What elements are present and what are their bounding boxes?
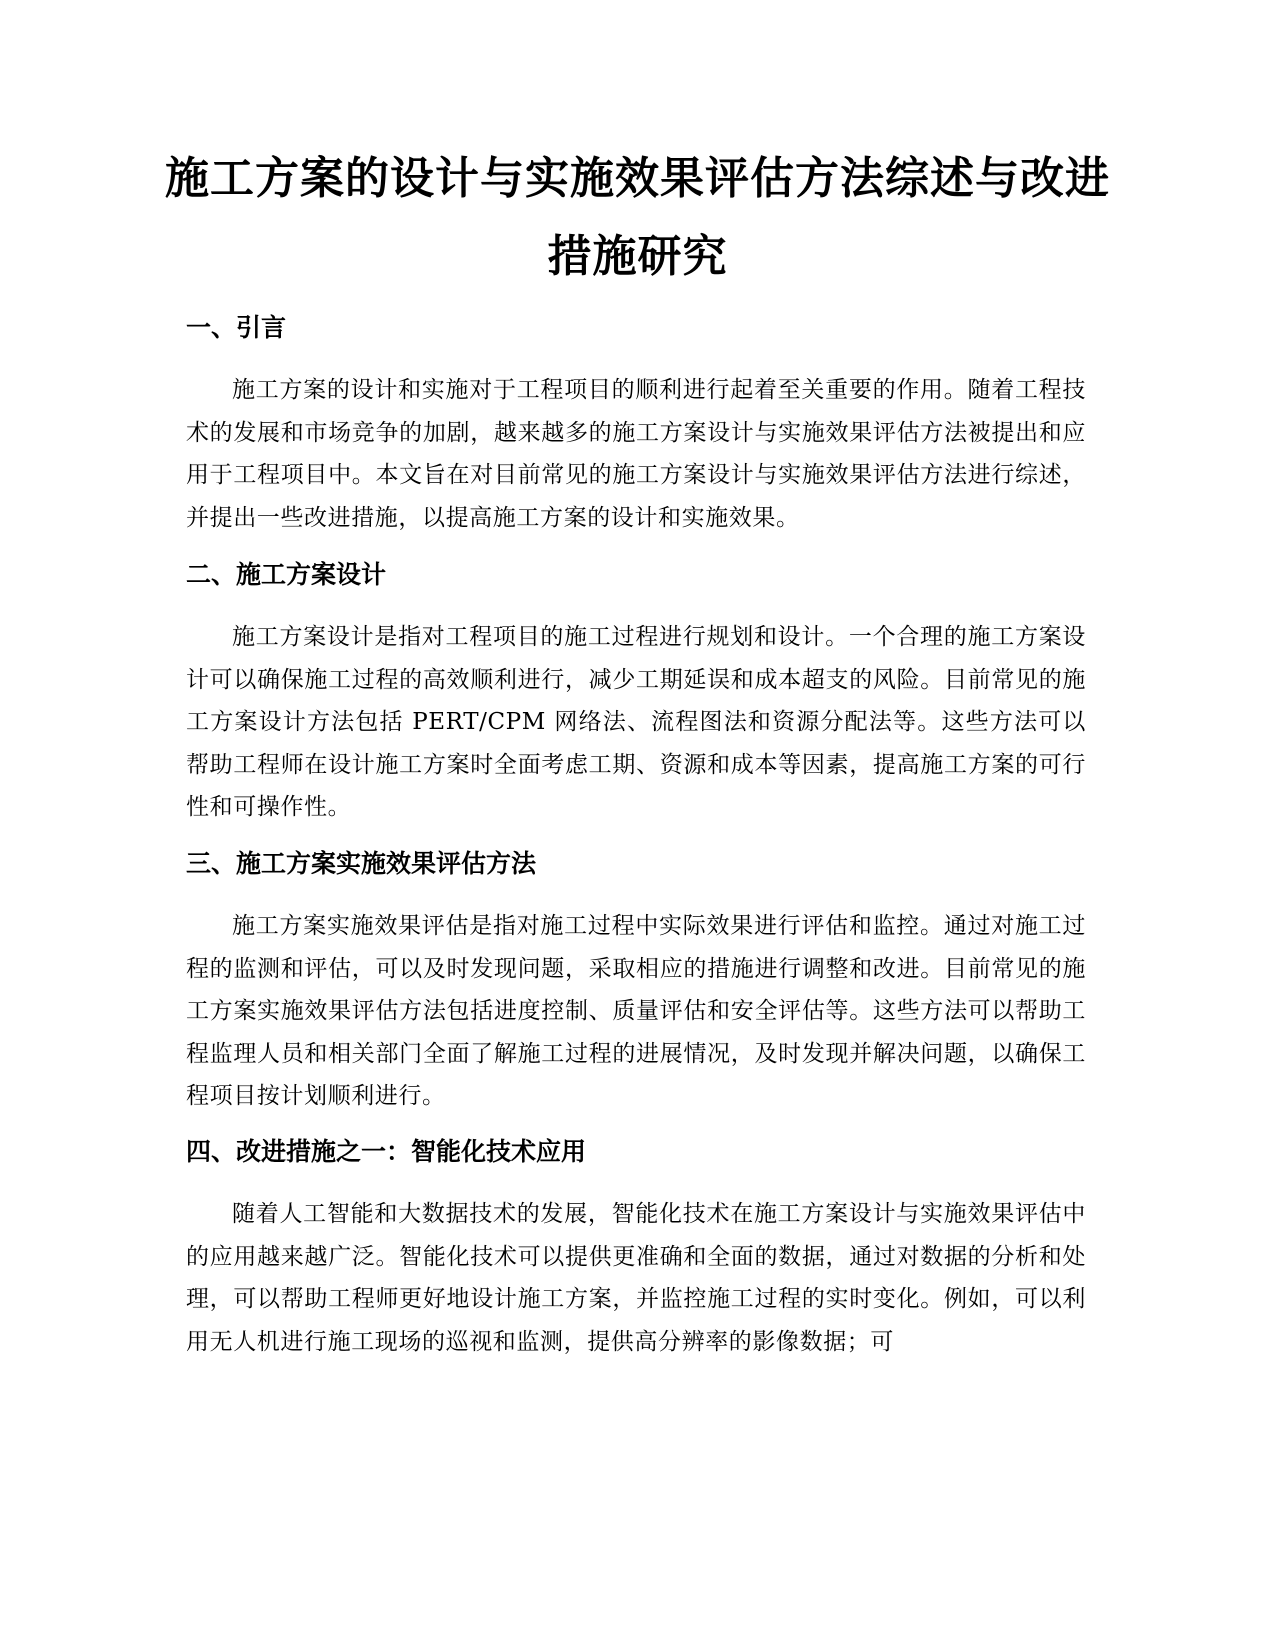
- section-paragraph-introduction: 施工方案的设计和实施对于工程项目的顺利进行起着至关重要的作用。随着工程技术的发展和市场竞争的加剧，越来越多的施工方案设计与实施效果评估方法被提出和应用于工程项目中。本文旨在对目前常见的施工方案设计与实施效果评估方法进行综述，并提出一些改进措施，以提高施工方案的设计和实施效果。: [186, 377, 1086, 531]
- section-paragraph-plan-design: 施工方案设计是指对工程项目的施工过程进行规划和设计。一个合理的施工方案设计可以确保施工过程的高效顺利进行，减少工期延误和成本超支的风险。目前常见的施工方案设计方法包括 PERT/CPM 网络法、流程图法和资源分配法等。这些方法可以帮助工程师在设计施工方案时全面考虑工期、资源和成本等因素，提高施工方案的可行性和可操作性。: [186, 624, 1086, 820]
- document-title: 施工方案的设计与实施效果评估方法综述与改进措施研究: [165, 153, 1110, 282]
- section-heading-introduction: 一、引言: [186, 313, 287, 342]
- section-heading-plan-design: 二、施工方案设计: [186, 560, 387, 589]
- section-paragraph-evaluation-methods: 施工方案实施效果评估是指对施工过程中实际效果进行评估和监控。通过对施工过程的监测和评估，可以及时发现问题，采取相应的措施进行调整和改进。目前常见的施工方案实施效果评估方法包括进度控制、质量评估和安全评估等。这些方法可以帮助工程监理人员和相关部门全面了解施工过程的进展情况，及时发现并解决问题，以确保工程项目按计划顺利进行。: [186, 913, 1086, 1109]
- section-heading-intelligent-technology: 四、改进措施之一：智能化技术应用: [186, 1137, 587, 1166]
- section-paragraph-intelligent-technology: 随着人工智能和大数据技术的发展，智能化技术在施工方案设计与实施效果评估中的应用越来越广泛。智能化技术可以提供更准确和全面的数据，通过对数据的分析和处理，可以帮助工程师更好地设计施工方案，并监控施工过程的实时变化。例如，可以利用无人机进行施工现场的巡视和监测，提供高分辨率的影像数据；可: [186, 1201, 1086, 1355]
- section-heading-evaluation-methods: 三、施工方案实施效果评估方法: [186, 849, 537, 878]
